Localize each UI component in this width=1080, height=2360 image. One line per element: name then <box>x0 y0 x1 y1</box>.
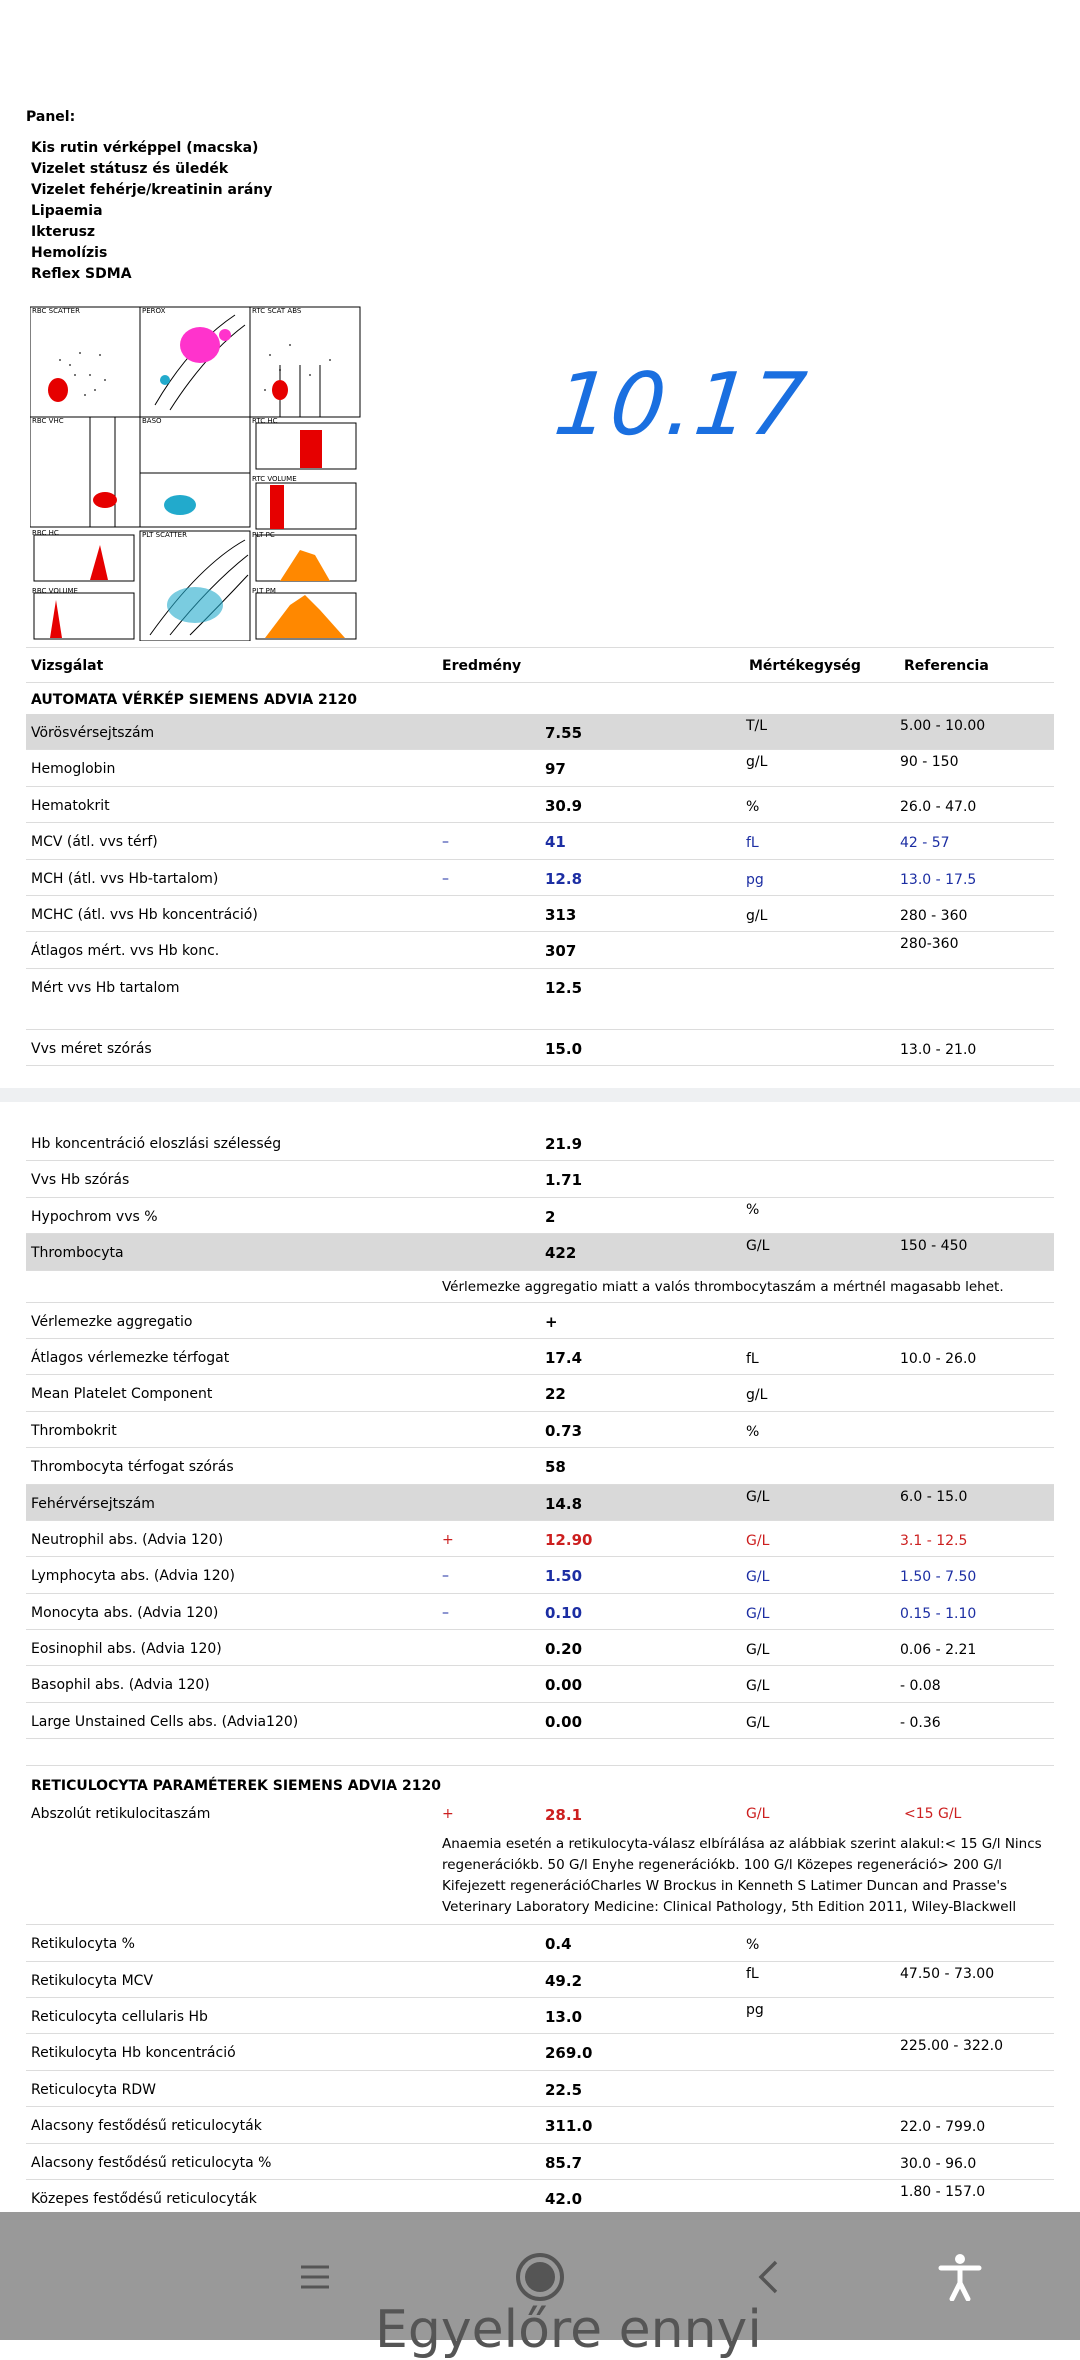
cell-unit: G/L <box>746 1488 770 1505</box>
cell-name: Neutrophil abs. (Advia 120) <box>31 1531 224 1548</box>
cell-value: 41 <box>545 833 566 852</box>
table-row <box>26 1375 1054 1411</box>
table-row <box>26 1962 1054 1998</box>
table-row <box>26 1303 1054 1339</box>
cell-unit: % <box>746 1423 760 1440</box>
panel-item: Lipaemia <box>31 203 103 219</box>
cell-value: 269.0 <box>545 2044 593 2063</box>
scatter-label: RBC HC <box>32 529 59 537</box>
scatter-label: RBC SCATTER <box>32 307 80 315</box>
results-table-1 <box>26 647 1054 1066</box>
cell-value: 0.73 <box>545 1421 583 1440</box>
cell-name: Retikulocyta Hb koncentráció <box>31 2045 236 2062</box>
cell-ref: 0.06 - 2.21 <box>900 1642 977 1659</box>
panel-item: Ikterusz <box>31 224 96 240</box>
cell-ref: 5.00 - 10.00 <box>900 718 986 734</box>
table-row <box>26 2107 1054 2143</box>
results-table-2 <box>26 1125 1054 2216</box>
table-row <box>26 1594 1054 1630</box>
table-row <box>26 1030 1054 1066</box>
panel-list <box>31 138 272 285</box>
cell-value: 0.00 <box>545 1676 583 1695</box>
cell-name: Hematokrit <box>31 797 110 814</box>
cell-value: 311.0 <box>545 2117 593 2136</box>
cell-ref: 225.00 - 322.0 <box>900 2038 1004 2055</box>
table-row <box>26 1339 1054 1375</box>
rows-block-3 <box>26 1303 1054 1740</box>
cell-value: 1.50 <box>545 1567 583 1586</box>
cell-ref: 280-360 <box>900 936 959 953</box>
cell-flag: – <box>442 1604 449 1621</box>
cell-value: 7.55 <box>545 724 583 742</box>
cell-value: 21.9 <box>545 1135 583 1153</box>
cell-ref: 0.15 - 1.10 <box>900 1605 977 1622</box>
cell-name: Retikulocyta MCV <box>31 1972 154 1989</box>
panel-item: Vizelet fehérje/kreatinin arány <box>31 182 273 198</box>
cell-ref: 1.80 - 157.0 <box>900 2183 986 2200</box>
cell-name: Hemoglobin <box>31 761 116 778</box>
handwritten-note: 10.17 <box>549 355 812 455</box>
table-header <box>26 647 1054 683</box>
cell-value: 14.8 <box>545 1494 583 1513</box>
cell-ref: 22.0 - 799.0 <box>900 2119 986 2136</box>
table-row <box>26 1925 1054 1961</box>
cell-value: 313 <box>545 905 577 924</box>
scatter-label: PLT PC <box>252 531 275 539</box>
table-row <box>26 860 1054 896</box>
header-result: Eredmény <box>442 658 522 674</box>
cell-unit: fL <box>746 1350 759 1367</box>
cell-ref: 13.0 - 17.5 <box>900 871 977 888</box>
cell-name: MCH (átl. vvs Hb-tartalom) <box>31 870 219 887</box>
scatter-label: BASO <box>142 417 162 425</box>
cell-ref: 3.1 - 12.5 <box>900 1532 968 1549</box>
cell-unit: fL <box>746 1965 759 1982</box>
table-row <box>26 2180 1054 2216</box>
cell-name: Thrombocyta térfogat szórás <box>31 1459 234 1476</box>
cell-unit: G/L <box>746 1569 770 1586</box>
cell-value: 12.8 <box>545 869 583 888</box>
menu-icon[interactable] <box>280 2242 350 2312</box>
cell-value: 12.5 <box>545 978 583 997</box>
cell-ref: 42 - 57 <box>900 835 950 852</box>
cell-value: 2 <box>545 1207 556 1226</box>
cell-unit: T/L <box>746 718 768 734</box>
header-test: Vizsgálat <box>31 658 104 674</box>
cell-unit: G/L <box>746 1605 770 1622</box>
panel-label: Panel: <box>26 109 76 125</box>
cell-name: Átlagos vérlemezke térfogat <box>31 1349 230 1366</box>
cell-value: 49.2 <box>545 1971 583 1990</box>
advia-scattergrams <box>30 305 366 641</box>
scatter-label: RBC VHC <box>32 417 64 425</box>
cell-value: 22.5 <box>545 2080 583 2099</box>
cell-name: Mért vvs Hb tartalom <box>31 979 180 996</box>
cell-unit: g/L <box>746 754 768 771</box>
table-row <box>26 969 1054 1030</box>
cell-value: 1.71 <box>545 1171 583 1190</box>
panel-item: Vizelet státusz és üledék <box>31 161 229 177</box>
cell-value: 17.4 <box>545 1348 583 1367</box>
cell-flag: – <box>442 1568 449 1585</box>
table-row <box>26 1448 1054 1484</box>
cell-name: Basophil abs. (Advia 120) <box>31 1677 210 1694</box>
cell-unit: % <box>746 798 760 815</box>
cell-unit: G/L <box>746 1642 770 1659</box>
rows-block-2 <box>26 1125 1054 1271</box>
cell-name: Alacsony festődésű reticulocyta % <box>31 2154 272 2171</box>
cell-value: + <box>545 1312 558 1331</box>
cell-ref: 90 - 150 <box>900 754 959 771</box>
cell-name: Közepes festődésű reticulocyták <box>31 2190 257 2207</box>
cell-name: Thrombokrit <box>31 1422 117 1439</box>
table-row <box>26 1998 1054 2034</box>
cell-name: Reticulocyta RDW <box>31 2081 156 2098</box>
cell-value: 0.4 <box>545 1935 572 1954</box>
table-row <box>26 750 1054 786</box>
cell-name: Hb koncentráció eloszlási szélesség <box>31 1136 282 1152</box>
cell-value: 42.0 <box>545 2189 583 2208</box>
table-row <box>26 787 1054 823</box>
table-row <box>26 932 1054 968</box>
table-row <box>26 823 1054 859</box>
scatter-label: PEROX <box>142 307 166 315</box>
scatter-label: RTC SCAT ABS <box>252 307 302 315</box>
cell-unit: G/L <box>746 1532 770 1549</box>
table-row <box>26 1412 1054 1448</box>
cell-value: 0.20 <box>545 1640 583 1659</box>
cell-unit: G/L <box>746 1678 770 1695</box>
cell-flag: + <box>442 1531 454 1548</box>
cell-ref: 10.0 - 26.0 <box>900 1350 977 1367</box>
cell-value: 85.7 <box>545 2153 583 2172</box>
rows-block-4 <box>26 1925 1054 2216</box>
cell-value: 12.90 <box>545 1530 593 1549</box>
cell-ref: 280 - 360 <box>900 907 968 924</box>
cell-value: 422 <box>545 1244 577 1263</box>
cell-value: 307 <box>545 942 577 961</box>
cell-ref: 47.50 - 73.00 <box>900 1965 995 1982</box>
cell-flag: – <box>442 870 449 887</box>
cell-name: Vérlemezke aggregatio <box>31 1313 193 1330</box>
rows-block-1 <box>26 714 1054 1066</box>
cell-ref: 26.0 - 47.0 <box>900 798 977 815</box>
table-row <box>26 1485 1054 1521</box>
cell-name: Vvs méret szórás <box>31 1040 152 1057</box>
platelet-note: Vérlemezke aggregatio miatt a valós thrombocytaszám a mértnél magasabb lehet. <box>26 1271 1054 1303</box>
cell-flag: – <box>442 834 449 851</box>
cell-unit: pg <box>746 871 764 888</box>
table-row <box>26 1630 1054 1666</box>
cell-ref: - 0.08 <box>900 1678 941 1695</box>
cell-unit: % <box>746 1201 760 1218</box>
scatter-label: RTC HC <box>252 417 278 425</box>
cell-name: Large Unstained Cells abs. (Advia120) <box>31 1713 299 1730</box>
section-title: AUTOMATA VÉRKÉP SIEMENS ADVIA 2120 <box>31 692 357 708</box>
scatter-label: RBC VOLUME <box>32 587 78 595</box>
cell-name: MCV (átl. vvs térf) <box>31 834 158 851</box>
cell-ref: 1.50 - 7.50 <box>900 1569 977 1586</box>
panel-item: Kis rutin vérképpel (macska) <box>31 140 259 156</box>
cell-value: 15.0 <box>545 1039 583 1058</box>
cell-value: 58 <box>545 1458 566 1477</box>
table-row <box>26 2071 1054 2107</box>
table-row <box>26 1234 1054 1270</box>
table-row: Abszolút retikulocitaszám + 28.1 G/L <15 G/L <box>31 1806 962 1825</box>
table-row <box>26 1161 1054 1197</box>
cell-ref: 13.0 - 21.0 <box>900 1041 977 1058</box>
table-row <box>26 714 1054 750</box>
cell-unit: pg <box>746 2002 764 2019</box>
cell-value: 13.0 <box>545 2008 583 2027</box>
accessibility-icon[interactable] <box>925 2242 995 2312</box>
panel-item: Reflex SDMA <box>31 266 132 282</box>
table-row <box>26 1703 1054 1739</box>
cell-name: Lymphocyta abs. (Advia 120) <box>31 1568 235 1585</box>
scatter-label: PLT SCATTER <box>142 531 187 539</box>
cell-name: Alacsony festődésű reticulocyták <box>31 2118 262 2135</box>
cell-name: Vörösvérsejtszám <box>31 725 155 741</box>
cell-name: Retikulocyta % <box>31 1936 135 1953</box>
cell-name: Hypochrom vvs % <box>31 1208 158 1225</box>
header-reference: Referencia <box>904 658 989 674</box>
cell-name: Fehérvérsejtszám <box>31 1495 155 1512</box>
cell-value: 97 <box>545 760 566 779</box>
table-row <box>26 896 1054 932</box>
reticulocyte-note: Anaemia esetén a retikulocyta-válasz elbírálása az alábbiak szerint alakul:< 15 G/l Nincs regenerációkb. 50 G/l Enyhe regenerációkb. 100 G/l Közepes regeneráció> 200 G/l Kifejezett regenerációCharles W Brockus in Kenneth S Latimer Duncan and Prasse's Veterinary Laboratory Medicine: Clinical Pathology, 5th Edition 2011, Wiley-Blackwell <box>26 1830 1054 1925</box>
cell-unit: G/L <box>746 1238 770 1255</box>
cell-unit: g/L <box>746 907 768 924</box>
cell-unit: g/L <box>746 1387 768 1404</box>
table-row <box>26 2034 1054 2070</box>
cell-name: Átlagos mért. vvs Hb konc. <box>31 943 220 960</box>
cell-unit: fL <box>746 835 759 852</box>
cell-value: 0.10 <box>545 1603 583 1622</box>
cell-name: Reticulocyta cellularis Hb <box>31 2009 208 2026</box>
cell-name: MCHC (átl. vvs Hb koncentráció) <box>31 906 258 923</box>
cell-name: Mean Platelet Component <box>31 1386 213 1403</box>
cell-unit: G/L <box>746 1714 770 1731</box>
cell-name: Eosinophil abs. (Advia 120) <box>31 1641 222 1658</box>
header-unit: Mértékegység <box>749 658 861 674</box>
scatter-label: PLT PM <box>252 587 276 595</box>
panel-item: Hemolízis <box>31 245 108 261</box>
scatter-label: RTC VOLUME <box>252 475 297 483</box>
cell-ref: - 0.36 <box>900 1714 941 1731</box>
table-row <box>26 1557 1054 1593</box>
cell-ref: 6.0 - 15.0 <box>900 1488 968 1505</box>
section-title: RETICULOCYTA PARAMÉTEREK SIEMENS ADVIA 2120 <box>31 1778 441 1795</box>
cell-name: Thrombocyta <box>31 1245 124 1262</box>
cell-value: 30.9 <box>545 796 583 815</box>
cell-ref: 30.0 - 96.0 <box>900 2155 977 2172</box>
table-row <box>26 2144 1054 2180</box>
spacer-row <box>26 1739 1054 1766</box>
table-row <box>26 1666 1054 1702</box>
table-row <box>26 1125 1054 1161</box>
overlay-caption: Egyelőre ennyi <box>375 2300 762 2360</box>
cell-unit: % <box>746 1937 760 1954</box>
page-break <box>0 1088 1080 1102</box>
cell-ref: 150 - 450 <box>900 1238 968 1255</box>
table-row <box>26 1198 1054 1234</box>
cell-value: 0.00 <box>545 1712 583 1731</box>
table-row <box>26 1521 1054 1557</box>
cell-name: Monocyta abs. (Advia 120) <box>31 1604 219 1621</box>
cell-value: 22 <box>545 1385 566 1404</box>
cell-name: Vvs Hb szórás <box>31 1172 130 1189</box>
